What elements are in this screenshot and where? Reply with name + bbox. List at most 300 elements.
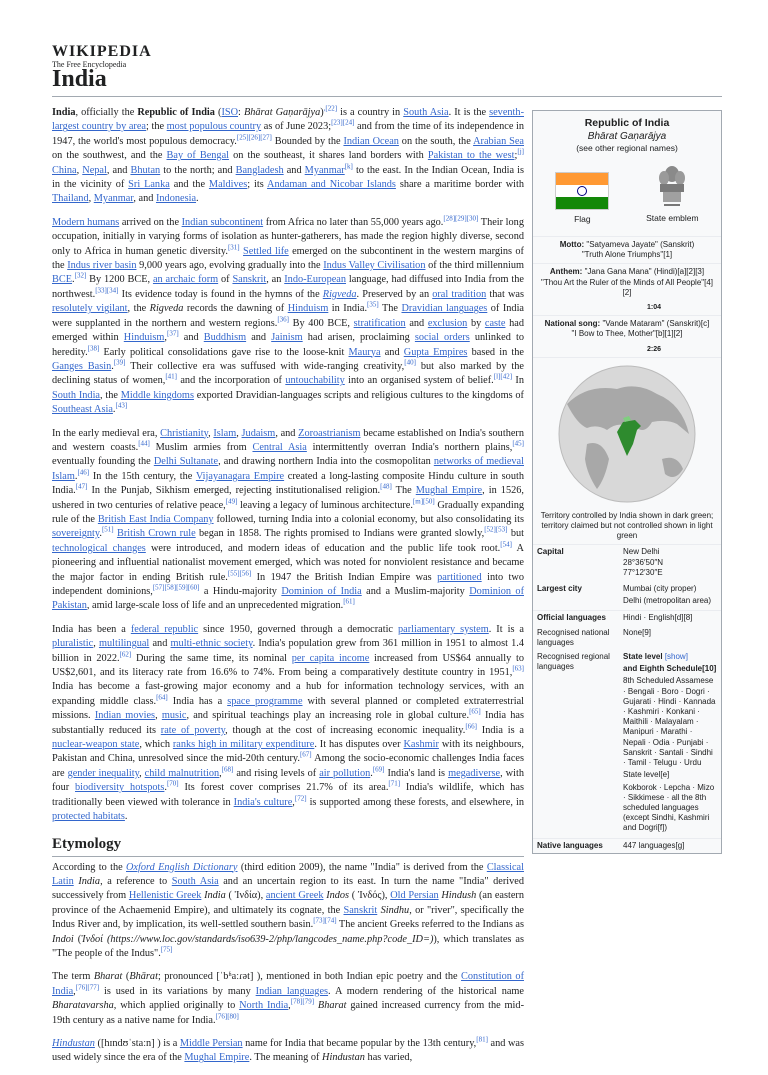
capital-value: New Delhi [623, 547, 660, 557]
native-languages-value: 447 languages[g] [623, 840, 685, 850]
text-run: but [507, 528, 524, 540]
citation-ref[interactable]: [61] [343, 597, 355, 606]
capital-coord-lat: 28°36′50″N [623, 557, 664, 567]
text-run: , which applied originally to [113, 1000, 240, 1012]
article-link[interactable]: Indian movies [94, 710, 156, 722]
citation-ref[interactable]: [81] [476, 1035, 488, 1044]
article-link[interactable]: caste [484, 317, 506, 329]
citation-ref[interactable]: [52][53] [484, 525, 508, 534]
article-link[interactable]: Hinduism [287, 303, 329, 315]
article-link[interactable]: Arabian Sea [473, 135, 524, 147]
text-run: of India were supplanted in the northern and western regions. [52, 303, 524, 329]
citation-ref[interactable]: [76][77] [75, 983, 100, 992]
article-link[interactable]: seventh-largest country by area [52, 107, 524, 133]
eighth-schedule-list: 8th Scheduled Assamese · Bengali · Boro · Dogri · Gujarati · Hindi · Kannada · Kashmiri · Konkani · Maithili · Malayalam · Manipuri · Marathi · Nepali · Odia · Punjabi · Sanskrit · Santali · Sindhi · Tamil · Telugu · Urdu [623, 676, 716, 768]
text-run: , and [106, 164, 131, 176]
article-link[interactable]: South India [52, 389, 100, 401]
citation-ref[interactable]: [k] [344, 162, 353, 171]
paragraph-intro [52, 106, 524, 207]
text-run: into two independent dominions, [52, 571, 524, 597]
citation-ref[interactable]: [25][26][27] [236, 133, 272, 142]
article-link[interactable]: Rigveda [322, 288, 357, 300]
capital-coord-lon: 77°12′30″E [623, 567, 663, 577]
article-link[interactable]: biodiversity hotspots [75, 782, 165, 794]
article-link[interactable]: sovereignty [52, 528, 100, 540]
ashoka-chakra-icon [577, 186, 587, 196]
article-link[interactable]: most populous country [166, 121, 262, 133]
article-link[interactable]: Central Asia [252, 441, 307, 453]
article-link[interactable]: Delhi Sultanate [153, 456, 219, 468]
text-run: 9,000 years ago, evolving gradually into the [136, 260, 324, 272]
article-link[interactable]: Thailand [52, 193, 89, 205]
text-run: A pioneering and influential nationalist movement emerged, which was noted for nonviolent resistance and became the major factor in ending British rule. [52, 542, 524, 583]
flag-figure [555, 162, 609, 224]
map-caption: Territory controlled by India shown in dark green; territory claimed but not controlled shown in light green [540, 510, 714, 541]
text-run: on the south, the [398, 135, 474, 147]
state-emblem-image[interactable] [654, 162, 690, 210]
recognised-national-row [533, 626, 721, 650]
article-link[interactable]: Dominion of Pakistan [52, 586, 524, 612]
text-run: ; pronounced [ˈbʱaːɾət] ), mentioned in both Indian epic poetry and the [157, 971, 462, 983]
paragraph-etymology-hindustan [52, 1037, 524, 1066]
citation-ref[interactable]: [40] [404, 358, 416, 367]
article-link[interactable]: megadiverse [448, 767, 501, 779]
article-link[interactable]: Southeast Asia [52, 404, 113, 416]
text-run: , [139, 767, 145, 779]
article-link[interactable]: Modern humans [52, 216, 120, 228]
text-run: According to the [52, 861, 126, 873]
article-link[interactable]: Dominion of India [281, 586, 362, 597]
largest-city-value-2: Delhi (metropolitan area) [623, 596, 712, 606]
recognised-national-label: Recognised national languages [537, 627, 610, 647]
citation-ref[interactable]: [46] [77, 468, 90, 477]
text-run: , or "river", specifically the Indus River and, by implication, its well-settled southern basin. [52, 904, 525, 931]
citation-ref[interactable]: [78][79] [290, 997, 315, 1006]
citation-ref[interactable]: [32] [74, 272, 87, 281]
article-link[interactable]: Zoroastrianism [298, 427, 361, 439]
text-run: . [196, 193, 199, 205]
text-run: created a long-lasting composite Hindu culture in south India. [52, 470, 524, 497]
text-run: Ἰνδοί (https://www.loc.gov/standards/iso639-2/php/langcodes_name.php?code_ID=) [81, 933, 434, 945]
citation-ref[interactable]: [23][24] [331, 118, 355, 127]
citation-ref[interactable]: [76][80] [215, 1012, 239, 1021]
text-run: , in 1526, ushered in two centuries of relative peace, [52, 485, 524, 511]
text-run: . The meaning of [249, 1052, 323, 1064]
article-link[interactable]: British Crown rule [116, 528, 196, 540]
text-run: ; its [247, 179, 268, 191]
article-link[interactable]: networks of medieval Islam [52, 456, 524, 482]
article-link[interactable]: multilingual [98, 638, 150, 650]
state-level-list: Kokborok · Lepcha · Mizo · Sikkimese · all the 8th scheduled languages (except Sindhi, Kashmiri and Dogri[f]) [623, 782, 715, 833]
motto-translation: "Truth Alone Triumphs"[1] [581, 250, 673, 260]
capital-row [533, 544, 721, 582]
article-link[interactable]: Old Persian [390, 890, 439, 902]
text-run: Indos [326, 890, 350, 902]
text-run: were introduced, and modern ideas of education and the public life took root. [145, 542, 501, 554]
text-run: , [236, 427, 242, 439]
article-link[interactable]: North India [239, 1000, 289, 1012]
article-link[interactable]: stratification [353, 317, 406, 329]
text-run: During the same time, its nominal [131, 652, 292, 664]
article-link[interactable]: Indus Valley Civilisation [323, 260, 426, 272]
text-run: , [76, 164, 83, 176]
article-link[interactable]: an archaic form [152, 274, 219, 286]
globe-map-image [557, 364, 697, 504]
article-link[interactable]: Jainism [271, 332, 303, 344]
article-link[interactable]: technological changes [52, 542, 146, 554]
citation-ref[interactable]: ,[22] [323, 104, 338, 113]
text-run: ( [122, 971, 130, 983]
article-link[interactable]: parliamentary system [397, 623, 489, 635]
text-run: has varied, [364, 1052, 413, 1064]
citation-ref[interactable]: [64] [156, 693, 168, 702]
text-run: with its neighbours, Pakistan and China, unresolved since the mid-20th century. [52, 739, 525, 765]
paragraph-etymology-bharat [52, 970, 524, 1028]
article-link[interactable]: untouchability [285, 375, 345, 387]
article-link[interactable]: Indonesia [155, 193, 197, 205]
text-run: , with four [52, 767, 524, 794]
paragraph-history-medieval [52, 427, 524, 614]
article-link[interactable]: social orders [414, 332, 470, 344]
text-run: India [52, 107, 76, 118]
article-link[interactable]: South Asia [403, 107, 449, 118]
text-run: . [112, 404, 116, 416]
citation-ref[interactable]: [m][50] [412, 497, 435, 506]
article-link[interactable]: Indian languages [255, 985, 329, 997]
text-run: into an organised system of belief. [344, 375, 494, 387]
anthem-label: Anthem: [549, 267, 583, 277]
text-run: is a country in [337, 107, 404, 118]
article-link[interactable]: Hindustan [52, 1037, 95, 1049]
text-run: . India's population grew from 361 million in 1951 to almost 1.4 billion in 2022. [52, 638, 524, 664]
article-link[interactable]: child malnutrition [144, 767, 220, 779]
citation-ref[interactable]: [51] [101, 525, 114, 534]
text-run: . [99, 528, 102, 540]
text-run: Rigveda [149, 303, 184, 315]
text-run: unlinked to heredity. [52, 332, 525, 358]
article-link[interactable]: British East India Company [97, 513, 214, 525]
citation-ref[interactable]: [55][56] [227, 569, 252, 578]
article-link[interactable]: Andaman and Nicobar Islands [267, 179, 396, 191]
article-link[interactable]: space programme [227, 695, 303, 707]
text-run: India's land is [384, 767, 449, 779]
song-audio-player[interactable] [533, 343, 721, 357]
article-link[interactable]: Indo-European [284, 274, 347, 286]
text-run: and from the time of its independence in 1947, the world's most populous democracy. [52, 121, 525, 147]
citation-ref[interactable]: [35] [367, 300, 379, 309]
text-run: ) [320, 107, 324, 118]
anthem-audio-player[interactable] [533, 301, 721, 315]
article-link[interactable]: exclusion [427, 317, 468, 329]
flag-image[interactable] [555, 172, 609, 210]
text-run: . [124, 811, 128, 823]
citation-ref[interactable]: [75] [160, 945, 173, 954]
text-run: Their long occupation, initially in varying forms of isolation as hunter-gatherers, has made the region highly diverse, second only to Africa in human genetic diversity. [52, 216, 524, 257]
citation-ref[interactable]: [66] [465, 722, 477, 731]
citation-ref[interactable]: [48] [380, 482, 392, 491]
citation-ref[interactable]: [l][42] [493, 372, 513, 381]
text-run: in India. [328, 303, 368, 315]
national-song-row [533, 315, 721, 342]
article-link[interactable]: Bay of Bengal [166, 150, 229, 162]
text-run: , [288, 1000, 291, 1012]
text-run: , [88, 193, 94, 205]
text-run: followed, turning India into a colonial economy, but also consolidating its [213, 513, 524, 525]
article-link[interactable]: Constitution of India [52, 971, 524, 997]
other-regional-names-link[interactable]: (see other regional names) [576, 143, 678, 153]
citation-ref[interactable]: [36] [277, 315, 290, 324]
largest-city-value-1: Mumbai (city proper) [623, 584, 697, 594]
text-run: , and spiritual teachings play an increasing role in global culture. [186, 710, 470, 722]
article-link[interactable]: South Asia [171, 875, 219, 887]
article-link[interactable]: Indian subcontinent [181, 216, 264, 228]
article-link[interactable]: pluralistic [52, 638, 94, 650]
article-link[interactable]: India's culture [233, 796, 293, 808]
article-link[interactable]: rate of poverty [160, 724, 226, 736]
article-link[interactable]: nuclear-weapon state [52, 739, 140, 751]
text-run: By 400 BCE, [289, 317, 354, 329]
citation-ref[interactable]: [31] [227, 243, 240, 252]
article-link[interactable]: resolutely vigilant [52, 303, 128, 315]
page-title: India [52, 66, 107, 92]
show-toggle[interactable]: [show] [664, 652, 688, 662]
article-link[interactable]: Mughal Empire [415, 485, 483, 497]
text-run: eventually founding the [52, 456, 154, 468]
article-link[interactable]: federal republic [130, 623, 199, 635]
text-run: and [380, 346, 404, 358]
largest-city-row [533, 582, 721, 610]
text-run: on the southeast, it shares land borders with [229, 150, 428, 162]
regional-languages-row [533, 650, 721, 837]
text-run: Early political consolidations gave rise to the loose-knit [99, 346, 349, 358]
song-duration: 2:26 [646, 345, 661, 353]
text-run: name for India that became popular by the 13th century, [242, 1037, 477, 1049]
text-run: , [219, 767, 222, 779]
text-run: India has been a [52, 623, 131, 635]
text-run: India's wildlife, which has traditionally been viewed with tolerance in [52, 782, 524, 808]
text-run: The [391, 485, 416, 497]
motto-label: Motto: [559, 240, 585, 249]
text-run: . It is the [448, 107, 490, 118]
article-link[interactable]: Judaism [241, 427, 276, 439]
article-link[interactable]: Ganges Basin [52, 360, 112, 372]
article-link[interactable]: Bangladesh [235, 164, 284, 176]
official-languages-label: Official languages [537, 613, 606, 623]
article-link[interactable]: air pollution [319, 767, 371, 779]
citation-ref[interactable]: [65] [469, 707, 481, 716]
etymology-heading: Etymology [52, 834, 524, 857]
citation-ref[interactable]: [57][58][59][60] [152, 583, 200, 592]
article-link[interactable]: Pakistan to the west [427, 150, 515, 162]
article-link[interactable]: ancient Greek [265, 890, 324, 902]
eighth-schedule-heading: and Eighth Schedule[10] [623, 664, 717, 674]
citation-ref[interactable]: [37] [167, 329, 179, 338]
article-link[interactable]: Settled life [243, 245, 289, 257]
citation-ref[interactable]: [33][34] [95, 286, 119, 295]
text-run: In the early medieval era, [52, 427, 161, 439]
article-link[interactable]: Dravidian languages [401, 303, 488, 315]
citation-ref[interactable]: [43] [115, 401, 128, 410]
citation-ref[interactable]: [71] [388, 779, 401, 788]
article-link[interactable]: Hellenistic Greek [128, 890, 202, 902]
article-link[interactable]: gender inequality [67, 767, 140, 779]
article-link[interactable]: Nepal [82, 164, 107, 176]
text-run: , though at the cost of increasing economic inequality. [225, 724, 466, 736]
article-link[interactable]: ISO [221, 107, 239, 118]
text-run: emerged on the subcontinent in the western margins of the [52, 245, 524, 272]
text-run: ( [214, 107, 222, 118]
article-link[interactable]: Classical Latin [52, 861, 524, 887]
infobox-title: Republic of India [584, 117, 670, 129]
motto-row [533, 236, 721, 263]
text-run: Their collective era was suffused with wide-ranging creativity, [125, 360, 405, 372]
article-link[interactable]: Sanskrit [232, 274, 267, 286]
citation-ref[interactable]: [68] [221, 765, 234, 774]
text-run: ( [73, 933, 82, 945]
article-link[interactable]: Bhutan [130, 164, 161, 176]
citation-ref[interactable]: [63] [512, 664, 524, 673]
citation-ref[interactable]: [41] [165, 372, 177, 381]
citation-ref[interactable]: [39] [113, 358, 126, 367]
article-link[interactable]: Indian Ocean [343, 135, 399, 147]
article-link[interactable]: BCE [52, 274, 73, 286]
article-link[interactable]: Christianity [160, 427, 209, 439]
text-run: The ancient Greeks referred to the Indians as [336, 919, 524, 931]
citation-ref[interactable]: [38] [87, 344, 100, 353]
text-run: on the southwest, and the [52, 150, 167, 162]
citation-ref[interactable]: [62] [119, 650, 132, 659]
citation-ref[interactable]: [44] [138, 439, 150, 448]
text-run: intermittently overran India's northern plains, [306, 441, 513, 453]
text-run: ([hɪndʊˈstaːn] ) is a [94, 1037, 180, 1049]
article-link[interactable]: Islam [213, 427, 237, 439]
citation-ref[interactable]: [45] [512, 439, 524, 448]
article-link[interactable]: oral tradition [432, 288, 487, 300]
article-link[interactable]: Gupta Empires [403, 346, 468, 358]
citation-ref[interactable]: [54] [500, 540, 512, 549]
text-run: is used in its variations by many [99, 985, 256, 997]
text-run: , officially the [75, 107, 138, 118]
citation-ref[interactable]: [69] [372, 765, 385, 774]
text-run: and [283, 164, 305, 176]
article-link[interactable]: Sanskrit [343, 904, 378, 916]
official-languages-row [533, 610, 721, 625]
location-map[interactable] [533, 357, 721, 508]
text-run: ; [514, 150, 518, 162]
text-run: is supported among these forests, and elsewhere, in [306, 796, 524, 808]
text-run: , the [127, 303, 150, 315]
text-run: . [74, 470, 78, 482]
state-level-heading-2: State level[e] [623, 770, 670, 780]
text-run: , [155, 710, 162, 722]
text-run: to the east. In the Indian Ocean, India is in the vicinity of [52, 164, 525, 191]
title-divider [52, 96, 722, 97]
article-link[interactable]: protected habitats [52, 811, 125, 823]
article-link[interactable]: per capita income [291, 652, 370, 664]
text-run: ( Ἰνδός), [349, 890, 391, 902]
citation-ref[interactable]: [49] [225, 497, 238, 506]
text-run: , and drawing northern India into the cosmopolitan [218, 456, 434, 468]
citation-ref[interactable]: [70] [166, 779, 179, 788]
text-run: leaving a legacy of luminous architecture. [237, 499, 413, 511]
article-link[interactable]: multi-ethnic society [170, 638, 253, 650]
text-run: and an uncertain region to its east. In turn the name "India" derived successively from [52, 875, 524, 902]
article-link[interactable]: Vijayanagara Empire [195, 470, 285, 482]
text-run: , [292, 796, 295, 808]
article-link[interactable]: Myanmar [304, 164, 345, 176]
citation-ref[interactable]: [j] [517, 147, 524, 156]
article-link[interactable]: partitioned [437, 571, 482, 583]
text-run: The term [52, 971, 94, 983]
article-link[interactable]: Middle kingdoms [120, 389, 194, 401]
text-run: , which [139, 739, 173, 751]
emblem-figure [646, 162, 698, 223]
article-link[interactable]: China [52, 164, 77, 176]
paragraph-modern [52, 623, 524, 825]
national-song-label: National song: [544, 319, 601, 329]
text-run: a Hindu-majority [199, 586, 282, 597]
text-run: Gradually expanding rule of the [52, 499, 524, 525]
text-run: India has become a fast-growing major economy and a hub for information technology services, with an expanding middle class. [52, 681, 524, 707]
citation-ref[interactable]: [67] [299, 751, 312, 760]
text-run: by [467, 317, 485, 329]
national-song-translation: "I Bow to Thee, Mother"[b][1][2] [571, 329, 683, 339]
article-link[interactable]: music [161, 710, 187, 722]
text-run: India is a [477, 724, 524, 736]
text-run: India has a [167, 695, 228, 707]
capital-label: Capital [537, 547, 564, 557]
text-run: and [405, 317, 428, 329]
anthem-translation: "Thou Art the Ruler of the Minds of All People"[4][2] [541, 277, 713, 297]
citation-ref[interactable]: [73][74] [313, 916, 337, 925]
article-link[interactable]: Buddhism [203, 332, 247, 344]
text-run: ( Ἰνδία), [225, 890, 266, 902]
text-run: . It is a [488, 623, 524, 635]
article-link[interactable]: Mughal Empire [184, 1052, 250, 1064]
article-link[interactable]: Indus river basin [67, 260, 137, 272]
citation-ref[interactable]: [72] [294, 794, 307, 803]
article-link[interactable]: ranks high in military expenditure [172, 739, 315, 751]
article-link[interactable]: Myanmar [93, 193, 134, 205]
article-link[interactable]: Kashmir [403, 739, 439, 751]
text-run: but also marked by the declining status of women, [52, 360, 524, 387]
text-run: from Africa no later than 55,000 years ago. [263, 216, 444, 228]
largest-city-label: Largest city [537, 584, 582, 594]
article-link[interactable]: Hinduism [123, 332, 165, 344]
text-run: In the 15th century, the [89, 470, 196, 482]
text-run: . It has disputes over [314, 739, 404, 751]
citation-ref[interactable]: [28][29][30] [443, 214, 479, 223]
text-run: In the Punjab, Sikhism emerged, rejecting institutionalised religion. [87, 485, 381, 497]
article-link[interactable]: Middle Persian [179, 1037, 243, 1049]
article-link[interactable]: Maldives [208, 179, 248, 191]
logo-wordmark: WIKIPEDIA [52, 43, 152, 60]
text-run: gained increased currency from the mid-19th century as a native name for India. [52, 1000, 524, 1026]
text-run: , and [133, 193, 156, 205]
text-run: exported Dravidian-languages scripts and religious cultures to the kingdoms of [193, 389, 524, 401]
text-run: and was used widely since the era of the [52, 1037, 525, 1064]
text-run: India [78, 875, 101, 887]
text-run: language, had diffused into India from the northwest. [52, 274, 524, 300]
text-run: . [164, 782, 167, 794]
text-run: , the [100, 389, 121, 401]
article-link[interactable]: Sri Lanka [128, 179, 170, 191]
citation-ref[interactable]: [47] [75, 482, 88, 491]
text-run: . A modern rendering of the historical name [328, 985, 524, 997]
article-link[interactable]: Maurya [348, 346, 381, 358]
article-link[interactable]: Oxford English Dictionary [126, 861, 238, 873]
native-languages-label: Native languages [537, 840, 603, 850]
